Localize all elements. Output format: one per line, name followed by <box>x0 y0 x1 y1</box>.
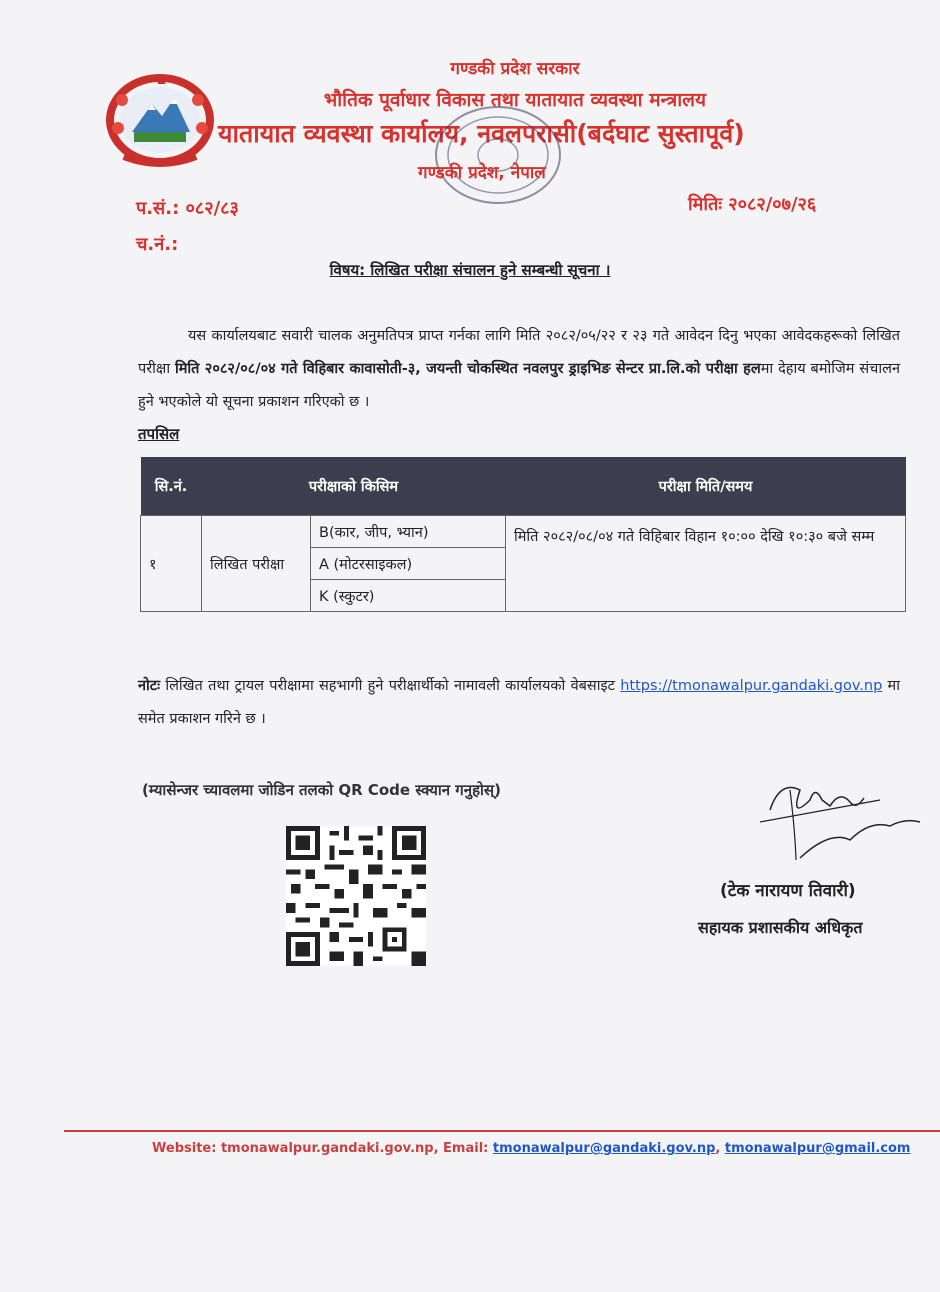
signature-icon <box>760 770 930 880</box>
cell-category-b: B(कार, जीप, भ्यान) <box>311 516 506 548</box>
cell-category-a: A (मोटरसाइकल) <box>311 548 506 580</box>
body-paragraph: यस कार्यालयबाट सवारी चालक अनुमतिपत्र प्राप्त गर्नका लागि मिति २०८२/०५/२२ र २३ गते आवेदन दिनु भएका आवेदकहरूको लिखित परीक्षा मिति २०८२/०८/०४ गते विहिबार कावासोती-३, जयन्ती चोकस्थित नवलपुर ड्राइभिङ सेन्टर प्रा.लि.को परीक्षा हलमा देहाय बमोजिम संचालन हुने भएकोले यो सूचना प्रकाशन गरिएको छ । <box>138 328 901 410</box>
cell-exam-time: मिति २०८२/०८/०४ गते विहिबार विहान १०:०० देखि १०:३० बजे सम्म <box>506 516 906 612</box>
signer-title: सहायक प्रशासकीय अधिकृत <box>698 918 863 937</box>
footer-website[interactable]: tmonawalpur.gandaki.gov.np <box>220 1141 434 1156</box>
table-row <box>141 516 906 548</box>
footer-email-2[interactable]: tmonawalpur@gmail.com <box>724 1141 911 1156</box>
nepal-emblem-icon <box>104 70 216 170</box>
table-header-row <box>141 457 906 516</box>
cell-exam-type: लिखित परीक्षा <box>202 516 311 612</box>
dispatch-number: च.नं.: <box>136 234 179 255</box>
note-paragraph: नोटः लिखित तथा ट्रायल परीक्षामा सहभागी हुने परीक्षार्थीको नामावली कार्यालयको वेबसाइट https://tmonawalpur.gandaki.gov.np मा समेत प्रकाशन गरिने छ । <box>138 678 900 727</box>
col-header-sn: सि.नं. <box>141 457 202 516</box>
header-office: यातायात व्यवस्था कार्यालय, नवलपरासी(बर्दघाट सुस्तापूर्व) <box>218 119 745 148</box>
header-province: गण्डकी प्रदेश, नेपाल <box>418 163 546 183</box>
subject: विषय: लिखित परीक्षा संचालन हुने सम्बन्धी सूचना । <box>329 261 611 279</box>
cell-sn: १ <box>141 516 202 612</box>
col-header-type: परीक्षाको किसिम <box>202 457 506 516</box>
signer-name: (टेक नारायण तिवारी) <box>720 881 856 901</box>
qr-code-icon[interactable] <box>286 826 426 966</box>
footer: Website: tmonawalpur.gandaki.gov.np, Email: tmonawalpur@gandaki.gov.np, tmonawalpur@gmail.com <box>152 1141 911 1156</box>
note-label: नोटः <box>138 678 161 694</box>
footer-divider <box>64 1130 940 1132</box>
website-link[interactable]: https://tmonawalpur.gandaki.gov.np <box>620 678 883 694</box>
header-ministry: भौतिक पूर्वाधार विकास तथा यातायात व्यवस्था मन्त्रालय <box>323 89 707 111</box>
qr-caption: (म्यासेन्जर च्यावलमा जोडिन तलको QR Code स्क्यान गनुहोस्) <box>142 781 501 799</box>
cell-category-k: K (स्कुटर) <box>311 580 506 612</box>
footer-email-1[interactable]: tmonawalpur@gandaki.gov.np <box>492 1141 716 1156</box>
col-header-time: परीक्षा मिति/समय <box>506 457 906 516</box>
reference-number: प.सं.: ०८२/८३ <box>136 198 239 219</box>
details-heading: तपसिल <box>138 425 180 443</box>
exam-schedule-table <box>140 457 906 612</box>
notice-date: मितिः २०८२/०७/२६ <box>688 194 817 215</box>
exam-venue: मिति २०८२/०८/०४ गते विहिबार कावासोती-३, जयन्ती चोकस्थित नवलपुर ड्राइभिङ सेन्टर प्रा.लि.को परीक्षा हल <box>175 361 761 377</box>
office-seal-icon <box>428 100 568 210</box>
header-government: गण्डकी प्रदेश सरकार <box>450 59 580 79</box>
